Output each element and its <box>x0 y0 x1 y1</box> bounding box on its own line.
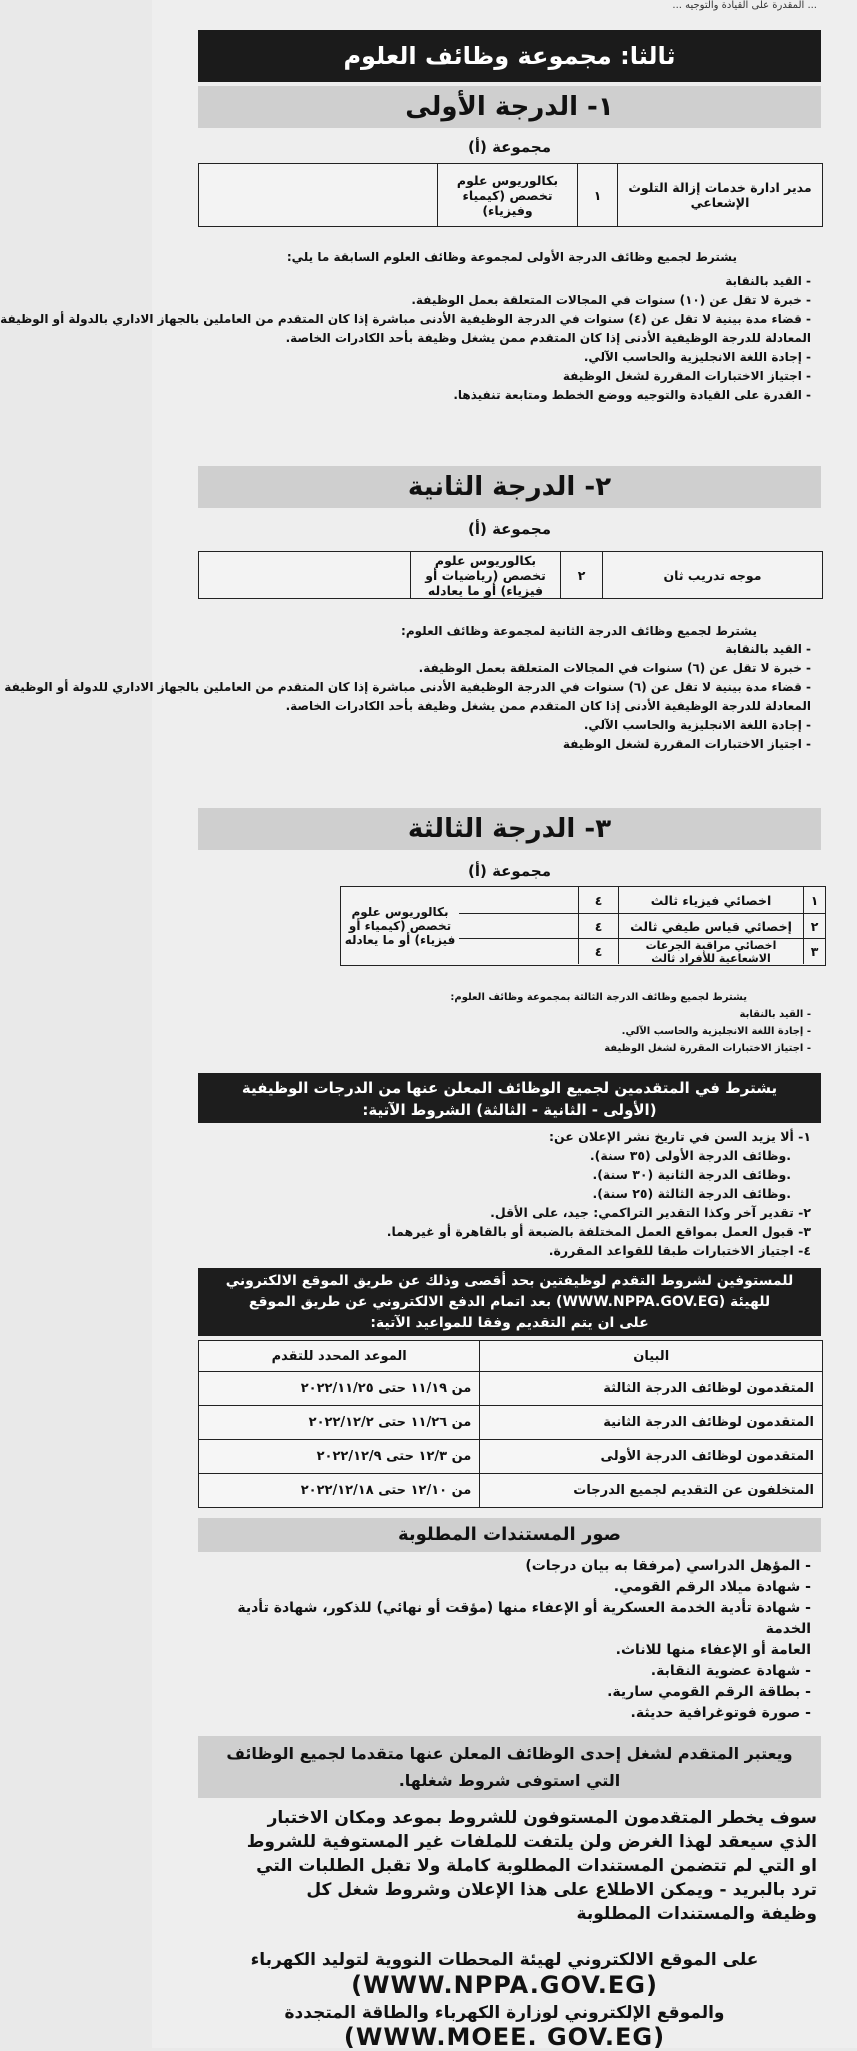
grade-3-requirements-title: يشترط لجميع وظائف الدرجة الثالثة بمجموعة وظائف العلوم: <box>450 992 747 1003</box>
banner-line: للهيئة (WWW.NPPA.GOV.EG) بعد اتمام الدفع الالكتروني عن طريق الموقع <box>248 1294 771 1310</box>
condition-item: ١- ألا يزيد السن في تاريخ نشر الإعلان عن: <box>549 1129 811 1144</box>
requirement-item: - إجادة اللغة الانجليزية والحاسب الآلي. <box>583 350 811 364</box>
document-item: - بطاقة الرقم القومي سارية. <box>607 1684 811 1700</box>
job-qualification-cell <box>458 914 578 938</box>
general-conditions-banner <box>198 1073 821 1123</box>
document-item: - شهادة تأدية الخدمة العسكرية أو الإعفاء منها (مؤقت أو نهائي) للذكور، شهادة تأدية الخدمة <box>237 1600 811 1637</box>
grade-2-requirements-list <box>4 640 811 754</box>
job-count-cell: ١ <box>577 164 617 226</box>
table-row <box>199 1473 822 1507</box>
condition-item: .وظائف الدرجة الثالثة (٢٥ سنة). <box>592 1186 791 1201</box>
job-row <box>458 887 825 914</box>
grade-1-group-label: مجموعة (أ) <box>468 138 551 156</box>
job-empty-cell <box>199 552 410 598</box>
website-caption-1: على الموقع الالكتروني لهيئة المحطات النووية لتوليد الكهرباء <box>250 1950 759 1970</box>
notice-line: التي استوفى شروط شغلها. <box>398 1771 621 1790</box>
grade-1-requirements-list <box>0 272 811 405</box>
grade-2-requirements-title: يشترط لجميع وظائف الدرجة الثانية لمجموعة وظائف العلوم: <box>401 624 757 638</box>
required-documents-list <box>191 1556 811 1724</box>
requirement-item: - قضاء مدة بينية لا تقل عن (٤) سنوات في الدرجة الوظيفية الأدنى مباشرة إذا كان المتقدم من العاملين بالجهاز الاداري بالدولة أو الوظيفة <box>0 312 811 326</box>
website-link-nppa[interactable]: (WWW.NPPA.GOV.EG) <box>351 1971 658 1999</box>
website-link-moee[interactable]: (WWW.MOEE. GOV.EG) <box>343 2023 666 2051</box>
banner-line: على ان يتم التقديم وفقا للمواعيد الآتية: <box>370 1315 649 1331</box>
required-documents-heading: صور المستندات المطلوبة <box>198 1518 821 1552</box>
job-number-cell: ١ <box>803 887 825 913</box>
requirement-item: - إجادة اللغة الانجليزية والحاسب الآلي. <box>583 718 811 732</box>
condition-item: ٣- قبول العمل بمواقع العمل المختلفة بالضبعة أو بالقاهرة أو غيرهما. <box>386 1224 811 1239</box>
condition-item: .وظائف الدرجة الثانية (٣٠ سنة). <box>592 1167 791 1182</box>
row-label: المتقدمون لوظائف الدرجة الأولى <box>479 1440 822 1473</box>
document-item: - شهادة عضوية النقابة. <box>650 1663 811 1679</box>
document-item: العامة أو الإعفاء منها للاناث. <box>615 1642 811 1658</box>
condition-item: ٢- تقدير آخر وكذا التقدير التراكمي: جيد، على الأقل. <box>490 1205 811 1220</box>
requirement-item: - اجتياز الاختبارات المقررة لشغل الوظيفة <box>604 1043 811 1054</box>
document-item: - صورة فوتوغرافية حديثة. <box>630 1705 811 1721</box>
grade-1-requirements-title: يشترط لجميع وظائف الدرجة الأولى لمجموعة وظائف العلوم السابقة ما يلي: <box>286 250 737 264</box>
grade-2-heading: ٢- الدرجة الثانية <box>198 466 821 508</box>
paragraph-line: الذي سيعقد لهذا الغرض ولن يلتفت للملفات غير المستوفية للشروط <box>246 1832 817 1852</box>
column-header: البيان <box>479 1341 822 1371</box>
grade-3-job-table <box>457 886 826 966</box>
row-label: المتقدمون لوظائف الدرجة الثالثة <box>479 1372 822 1405</box>
job-title-cell: اخصائي مراقبة الجرعات الاشعاعية للأفراد ثالث <box>618 939 803 964</box>
general-conditions-list <box>191 1127 811 1260</box>
schedule-table <box>198 1340 823 1508</box>
column-header: الموعد المحدد للتقدم <box>271 1348 407 1364</box>
table-header-row <box>199 1341 822 1371</box>
paragraph-line: وظيفة والمستندات المطلوبة <box>576 1904 817 1924</box>
application-instructions-banner <box>198 1268 821 1336</box>
document-item: - المؤهل الدراسي (مرفقا به بيان درجات) <box>525 1558 811 1574</box>
job-qualification-cell <box>458 939 578 964</box>
job-row <box>458 914 825 939</box>
website-caption-2: والموقع الإلكتروني لوزارة الكهرباء والطاقة المتجددة <box>284 2003 725 2023</box>
job-qualification-cell <box>458 887 578 913</box>
requirement-item: - القدرة على القيادة والتوجيه ووضع الخطط ومتابعة تنفيذها. <box>453 388 811 402</box>
grade-3-heading: ٣- الدرجة الثالثة <box>198 808 821 850</box>
requirement-item: المعادلة للدرجة الوظيفية الأدنى إذا كان المتقدم ممن يشغل وظيفة بأحد الكادرات الخاصة. <box>285 699 811 713</box>
grade-1-heading: ١- الدرجة الأولى <box>198 86 821 128</box>
paragraph-line: سوف يخطر المتقدمون المستوفون للشروط بموعد ومكان الاختبار <box>267 1808 817 1828</box>
job-number-cell: ٣ <box>803 939 825 964</box>
grade-2-group-label: مجموعة (أ) <box>468 520 551 538</box>
job-title-cell: مدير ادارة خدمات إزالة التلوث الإشعاعي <box>617 164 822 226</box>
job-qualification-cell: بكالوريوس علوم تخصص (رياضيات أو فيزياء) أو ما يعادله <box>410 552 560 598</box>
section-title-banner: ثالثا: مجموعة وظائف العلوم <box>198 30 821 82</box>
grade-3-requirements-list <box>201 1006 811 1057</box>
document-item: - شهادة ميلاد الرقم القومي. <box>613 1579 811 1595</box>
grade-3-group-label: مجموعة (أ) <box>468 862 551 880</box>
table-row <box>199 1371 822 1405</box>
requirement-item: - خبرة لا تقل عن (٦) سنوات في المجالات المتعلقة بعمل الوظيفة. <box>418 661 811 675</box>
job-row <box>458 939 825 964</box>
job-title-cell: موجه تدريب ثان <box>602 552 822 598</box>
requirement-item: - القيد بالنقابة <box>725 642 811 656</box>
notice-band <box>198 1736 821 1798</box>
requirement-item: - قضاء مدة بينية لا تقل عن (٦) سنوات في الدرجة الوظيفية الأدنى مباشرة إذا كان المتقدم من العاملين بالجهاز الاداري للدولة أو الوظيفة <box>4 680 811 694</box>
final-paragraph <box>192 1806 817 1926</box>
requirement-item: - إجادة اللغة الانجليزية والحاسب الآلي. <box>621 1026 811 1037</box>
condition-item: ٤- اجتياز الاختبارات طبقا للقواعد المقررة. <box>548 1243 811 1258</box>
requirement-item: - خبرة لا تقل عن (١٠) سنوات في المجالات المتعلقة بعمل الوظيفة. <box>411 293 811 307</box>
job-title-cell: إخصائي قياس طيفي ثالث <box>618 914 803 938</box>
requirement-item: المعادلة للدرجة الوظيفية الأدنى إذا كان المتقدم ممن يشغل وظيفة بأحد الكادرات الخاصة. <box>285 331 811 345</box>
paragraph-line: او التي لم تتضمن المستندات المطلوبة كاملة ولا تقبل الطلبات التي <box>256 1856 817 1876</box>
requirement-item: - اجتياز الاختبارات المقررة لشغل الوظيفة <box>562 369 811 383</box>
row-date: من ١١/١٩ حتى ٢٠٢٢/١١/٢٥ <box>300 1381 472 1396</box>
condition-item: .وظائف الدرجة الأولى (٣٥ سنة). <box>589 1148 791 1163</box>
table-row <box>199 1405 822 1439</box>
job-empty-cell <box>199 164 437 226</box>
notice-line: ويعتبر المتقدم لشغل إحدى الوظائف المعلن عنها متقدما لجميع الوظائف <box>226 1744 793 1763</box>
row-label: المتخلفون عن التقديم لجميع الدرجات <box>479 1474 822 1507</box>
cut-off-header-text: ... المقدرة على القيادة والتوجيه ... <box>672 0 817 11</box>
job-count-cell: ٤ <box>578 914 618 938</box>
job-title-cell: اخصائي فيزياء ثالث <box>618 887 803 913</box>
row-date: من ١١/٢٦ حتى ٢٠٢٢/١٢/٢ <box>308 1415 472 1430</box>
grade-2-job-table <box>198 551 823 599</box>
job-number-cell: ٢ <box>803 914 825 938</box>
row-date: من ١٢/١٠ حتى ٢٠٢٢/١٢/١٨ <box>300 1483 472 1498</box>
job-count-cell: ٤ <box>578 887 618 913</box>
requirement-item: - القيد بالنقابة <box>739 1009 811 1020</box>
table-row <box>199 1439 822 1473</box>
requirement-item: - القيد بالنقابة <box>725 274 811 288</box>
paragraph-line: ترد بالبريد - ويمكن الاطلاع على هذا الإعلان وشروط شغل كل <box>306 1880 817 1900</box>
banner-line: (الأولى - الثانية - الثالثة) الشروط الآتية: <box>362 1101 657 1119</box>
row-date: من ١٢/٣ حتى ٢٠٢٢/١٢/٩ <box>316 1449 472 1464</box>
grade-3-qualification-cell: بكالوريوس علوم تخصص (كيمياء أو فيزياء) أو ما يعادله <box>340 886 459 966</box>
job-count-cell: ٢ <box>560 552 602 598</box>
requirement-item: - اجتياز الاختبارات المقررة لشغل الوظيفة <box>562 737 811 751</box>
job-qualification-cell: بكالوريوس علوم تخصص (كيمياء وفيزياء) <box>437 164 577 226</box>
banner-line: يشترط في المتقدمين لجميع الوظائف المعلن عنها من الدرجات الوظيفية <box>241 1079 778 1097</box>
grade-1-job-table <box>198 163 823 227</box>
banner-line: للمستوفين لشروط التقدم لوظيفتين بحد أقصى وذلك عن طريق الموقع الالكتروني <box>225 1273 794 1289</box>
job-count-cell: ٤ <box>578 939 618 964</box>
row-label: المتقدمون لوظائف الدرجة الثانية <box>479 1406 822 1439</box>
